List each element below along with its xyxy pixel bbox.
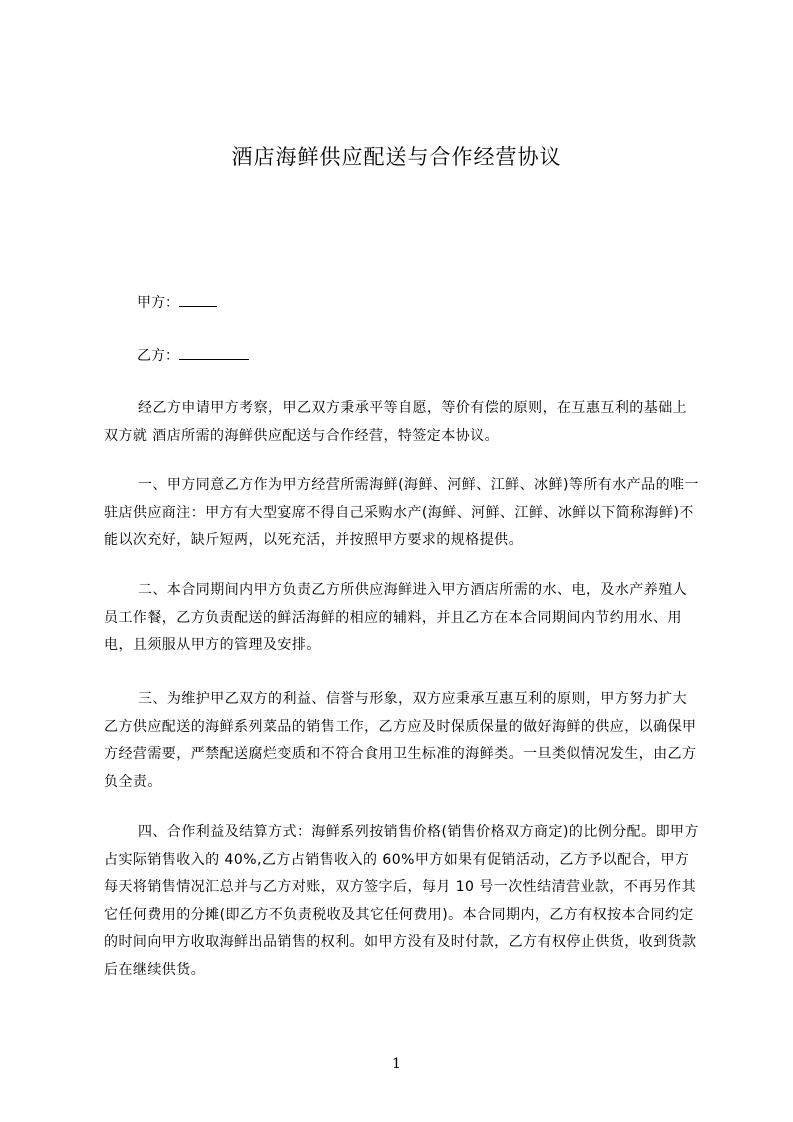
- page-number: 1: [392, 1056, 401, 1072]
- party-b-field: [137, 345, 249, 366]
- party-a-field: [137, 292, 217, 313]
- paragraph-clause-1: 一、甲方同意乙方作为甲方经营所需海鲜(海鲜、河鲜、江鲜、冰鲜)等所有水产品的唯一驻店供应商注：甲方有大型宴席不得自己采购水产(海鲜、河鲜、江鲜、冰鲜以下简称海鲜)不能以次充好，缺斤短两，以死充活，并按照甲方要求的规格提供。: [104, 477, 699, 548]
- party-b-label: 乙方：: [137, 348, 179, 364]
- document-title: 酒店海鲜供应配送与合作经营协议: [231, 145, 562, 169]
- paragraph-clause-3: 三、为维护甲乙双方的利益、信誉与形象，双方应秉承互惠互利的原则，甲方努力扩大乙方供应配送的海鲜系列菜品的销售工作，乙方应及时保质保量的做好海鲜的供应，以确保甲方经营需要，严禁配送腐烂变质和不符合食用卫生标准的海鲜类。一旦类似情况发生，由乙方负全责。: [104, 691, 697, 790]
- paragraph-clause-4: 四、合作利益及结算方式：海鲜系列按销售价格(销售价格双方商定)的比例分配。即甲方占实际销售收入的 40%,乙方占销售收入的 60%甲方如果有促销活动，乙方予以配合，甲方每天将销售情况汇总并与乙方对账，双方签字后，每月 10 号一次性结清营业款，不再另作其它任何费用的分摊(即乙方不负责税收及其它任何费用)。本合同期内，乙方有权按本合同约定的时间向甲方收取海鲜出品销售的权利。如甲方没有及时付款，乙方有权停止供货，收到货款后在继续供货。: [104, 824, 699, 978]
- party-a-label: 甲方：: [137, 295, 179, 311]
- party-b-blank: [179, 345, 249, 360]
- paragraph-clause-2: 二、本合同期间内甲方负责乙方所供应海鲜进入甲方酒店所需的水、电，及水产养殖人员工作餐，乙方负责配送的鲜活海鲜的相应的辅料，并且乙方在本合同期间内节约用水、用电，且须服从甲方的管理及安排。: [104, 582, 688, 653]
- paragraph-intro: 经乙方申请甲方考察，甲乙双方秉承平等自愿，等价有偿的原则，在互惠互利的基础上双方就 酒店所需的海鲜供应配送与合作经营，特签定本协议。: [104, 400, 688, 444]
- party-a-blank: [179, 292, 217, 307]
